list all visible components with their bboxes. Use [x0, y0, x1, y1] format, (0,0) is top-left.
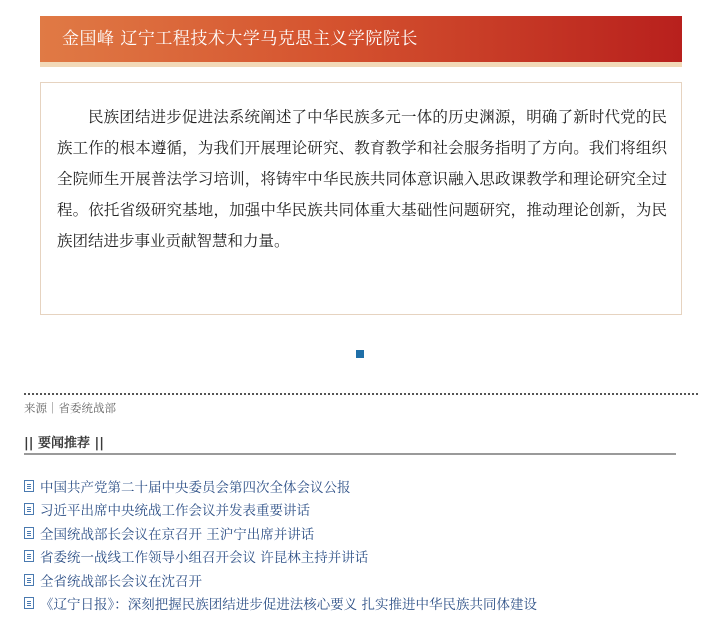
list-item[interactable] — [24, 592, 704, 616]
speaker-banner — [40, 16, 682, 62]
news-link[interactable]: 省委统一战线工作领导小组召开会议 许昆林主持并讲话 — [40, 550, 369, 567]
banner-underline — [40, 62, 682, 67]
recommend-header: || 要闻推荐 || — [24, 436, 105, 451]
document-icon — [24, 574, 34, 586]
document-icon — [24, 503, 34, 515]
dotted-divider — [24, 393, 698, 395]
section-marker-icon — [356, 350, 364, 358]
document-icon — [24, 527, 34, 539]
list-item[interactable] — [24, 521, 704, 545]
list-item[interactable] — [24, 545, 704, 569]
news-list — [24, 474, 704, 615]
quote-text: 民族团结进步促进法系统阐述了中华民族多元一体的历史渊源，明确了新时代党的民族工作的根本遵循，为我们开展理论研究、教育教学和社会服务指明了方向。我们将组织全院师生开展普法学习培训，将铸牢中华民族共同体意识融入思政课教学和理论研究全过程。依托省级研究基地，加强中华民族共同体重大基础性问题研究，推动理论创新，为民族团结进步事业贡献智慧和力量。 — [57, 108, 667, 250]
news-link[interactable]: 中国共产党第二十届中央委员会第四次全体会议公报 — [40, 479, 351, 496]
news-link[interactable]: 全省统战部长会议在沈召开 — [40, 573, 202, 590]
news-link[interactable]: 《辽宁日报》：深刻把握民族团结进步促进法核心要义 扎实推进中华民族共同体建设 — [40, 597, 538, 614]
list-item[interactable] — [24, 498, 704, 522]
source-label: 来源｜省委统战部 — [24, 401, 116, 415]
list-item[interactable] — [24, 568, 704, 592]
news-link[interactable]: 全国统战部长会议在京召开 王沪宁出席并讲话 — [40, 526, 315, 543]
document-icon — [24, 550, 34, 562]
document-icon — [24, 480, 34, 492]
news-link[interactable]: 习近平出席中央统战工作会议并发表重要讲话 — [40, 503, 310, 520]
document-icon — [24, 597, 34, 609]
recommend-divider — [24, 453, 676, 455]
list-item[interactable] — [24, 474, 704, 498]
speaker-title: 金国峰 辽宁工程技术大学马克思主义学院院长 — [62, 29, 418, 49]
